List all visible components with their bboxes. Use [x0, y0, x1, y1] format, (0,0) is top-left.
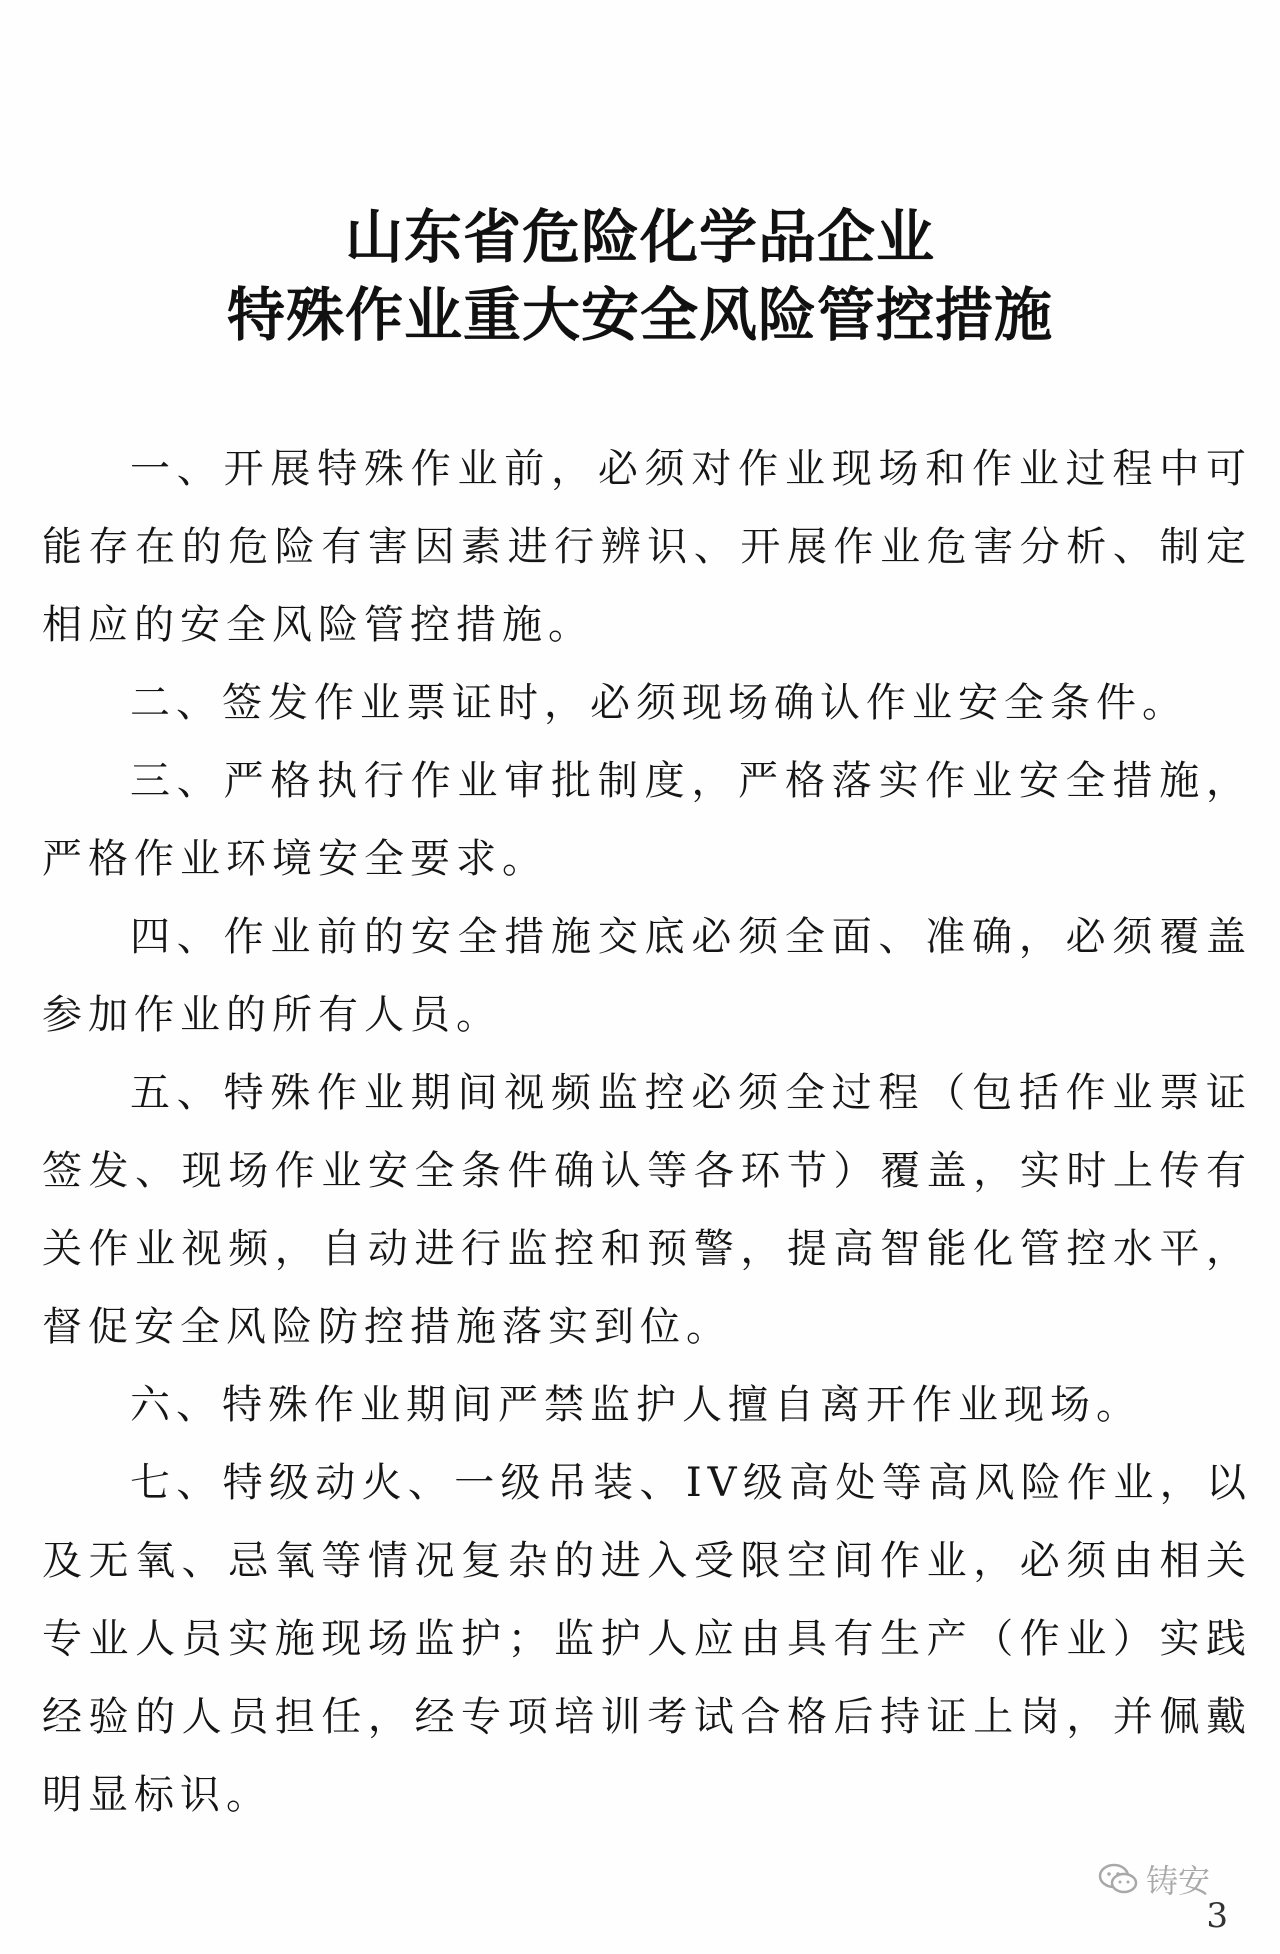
- wechat-icon: [1098, 1862, 1138, 1896]
- document-title-line2: 特殊作业重大安全风险管控措施: [226, 281, 1053, 349]
- document-body: [42, 430, 1252, 1834]
- paragraph-2: 二、签发作业票证时，必须现场确认作业安全条件。: [130, 680, 1188, 726]
- page-number: 3: [1206, 1896, 1228, 1936]
- paragraph-3: 三、严格执行作业审批制度，严格落实作业安全措施，严格作业环境安全要求。: [42, 758, 1252, 882]
- paragraph-1: 一、开展特殊作业前，必须对作业现场和作业过程中可能存在的危险有害因素进行辨识、开展作业危害分析、制定相应的安全风险管控措施。: [42, 446, 1252, 648]
- document-title-line1: 山东省危险化学品企业: [344, 203, 935, 271]
- watermark-text: 铸安: [1145, 1862, 1210, 1900]
- paragraph-6: 六、特殊作业期间严禁监护人擅自离开作业现场。: [130, 1382, 1142, 1428]
- paragraph-7: 七、特级动火、一级吊装、IV级高处等高风险作业，以及无氧、忌氧等情况复杂的进入受限空间作业，必须由相关专业人员实施现场监护；监护人应由具有生产（作业）实践经验的人员担任，经专项培训考试合格后持证上岗，并佩戴明显标识。: [42, 1460, 1252, 1818]
- paragraph-4: 四、作业前的安全措施交底必须全面、准确，必须覆盖参加作业的所有人员。: [42, 914, 1252, 1038]
- watermark: [1098, 1856, 1210, 1902]
- paragraph-5: 五、特殊作业期间视频监控必须全过程（包括作业票证签发、现场作业安全条件确认等各环节）覆盖，实时上传有关作业视频，自动进行监控和预警，提高智能化管控水平，督促安全风险防控措施落实到位。: [42, 1070, 1252, 1350]
